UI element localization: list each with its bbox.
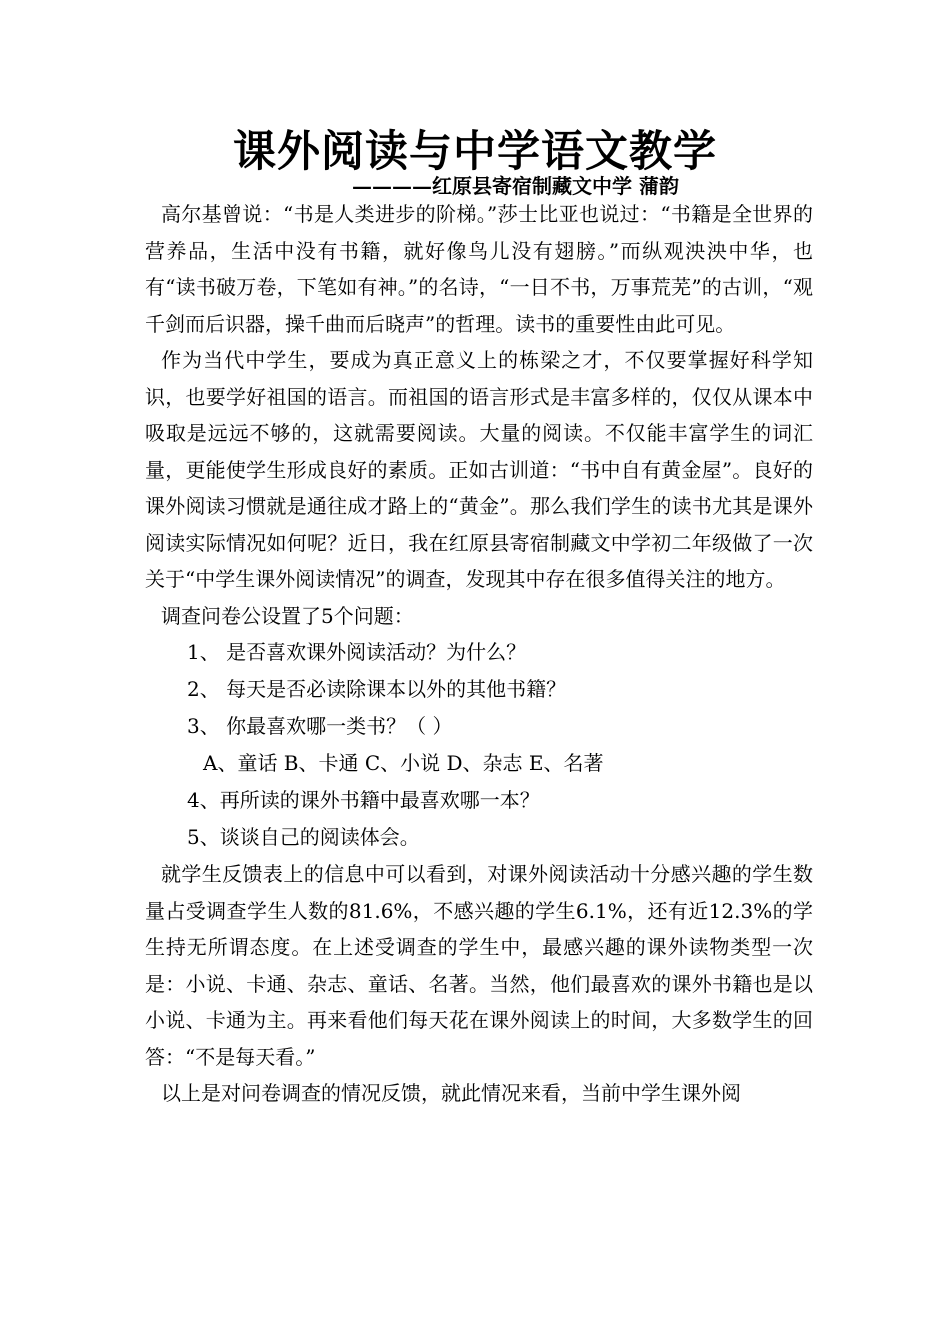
document-body: [145, 196, 813, 1112]
paragraph-survey-background: 作为当代中学生，要成为真正意义上的栋梁之才，不仅要掌握好科学知识，也要学好祖国的语言。而祖国的语言形式是丰富多样的，仅仅从课本中吸取是远远不够的，这就需要阅读。大量的阅读。不仅能丰富学生的词汇量，更能使学生形成良好的素质。正如古训道：“书中自有黄金屋”。良好的课外阅读习惯就是通往成才路上的“黄金”。那么我们学生的读书尤其是课外阅读实际情况如何呢？近日，我在红原县寄宿制藏文中学初二年级做了一次关于“中学生课外阅读情况”的调查，发现其中存在很多值得关注的地方。: [145, 348, 813, 591]
author-byline: ————红原县寄宿制藏文中学 蒲韵: [352, 174, 679, 198]
question-item-3: 3、 你最喜欢哪一类书？（ ）: [187, 714, 453, 738]
question-list: [145, 634, 813, 856]
question-item-2: 2、 每天是否必读除课本以外的其他书籍？: [187, 677, 567, 701]
question-item-5: 5、谈谈自己的阅读体会。: [187, 825, 420, 849]
question-item-3-options: A、童话 B、卡通 C、小说 D、杂志 E、名著: [203, 751, 604, 775]
paragraph-intro: 高尔基曾说：“书是人类进步的阶梯。”莎士比亚也说过：“书籍是全世界的营养品，生活中没有书籍，就好像鸟儿没有翅膀。”而纵观泱泱中华，也有“读书破万卷，下笔如有神。”的名诗，“一日不书，万事荒芜”的古训，“观千剑而后识器，操千曲而后晓声”的哲理。读书的重要性由此可见。: [145, 202, 813, 336]
question-item-4: 4、再所读的课外书籍中最喜欢哪一本？: [187, 788, 540, 812]
question-item-1: 1、 是否喜欢课外阅读活动？为什么？: [187, 640, 527, 664]
paragraph-survey-results: 就学生反馈表上的信息中可以看到，对课外阅读活动十分感兴趣的学生数量占受调查学生人数的81.6%，不感兴趣的学生6.1%，还有近12.3%的学生持无所谓态度。在上述受调查的学生中，最感兴趣的课外读物类型一次是：小说、卡通、杂志、童话、名著。当然，他们最喜欢的课外书籍也是以小说、卡通为主。再来看他们每天花在课外阅读上的时间，大多数学生的回答：“不是每天看。”: [145, 862, 813, 1069]
paragraph-analysis: 以上是对问卷调查的情况反馈，就此情况来看，当前中学生课外阅: [161, 1081, 741, 1105]
paragraph-survey-intro: 调查问卷公设置了5个问题：: [161, 603, 414, 628]
document-title: 课外阅读与中学语文教学: [233, 127, 717, 177]
